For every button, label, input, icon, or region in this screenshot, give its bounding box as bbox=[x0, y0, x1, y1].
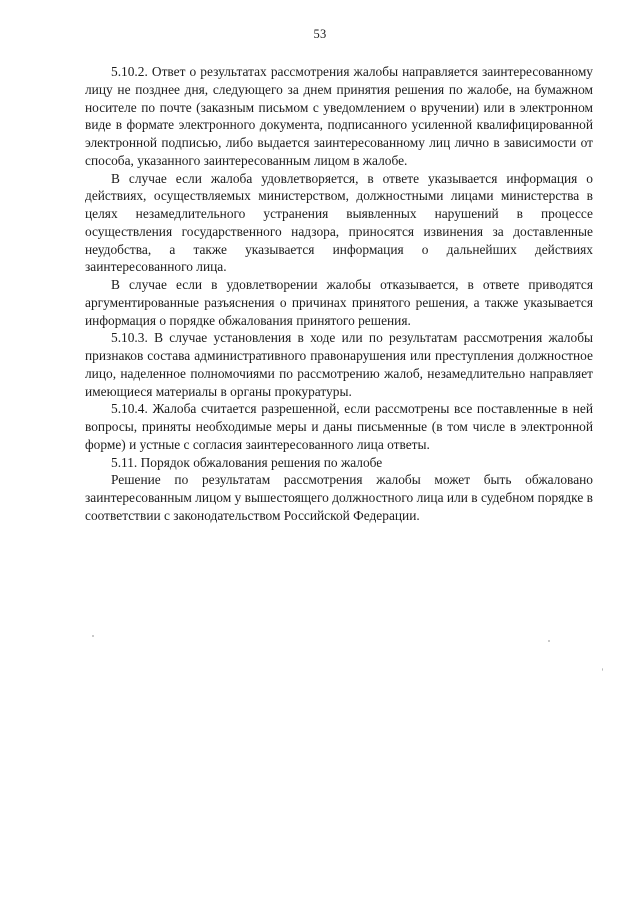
paragraph-complaint-refused: В случае если в удовлетворении жалобы отказывается, в ответе приводятся аргументированные разъяснения о причинах принятого решения, а также указывается информация о порядке обжалования принятого решения. bbox=[85, 277, 593, 328]
paragraph-5-10-2: 5.10.2. Ответ о результатах рассмотрения жалобы направляется заинтересованному лицу не позднее дня, следующего за днем принятия решения по жалобе, на бумажном носителе по почте (заказным письмом с уведомлением о вручении) или в электронном виде в формате электронного документа, подписанного усиленной квалифицированной электронной подписью, либо выдается заинтересованному лиц лично в зависимости от способа, указанного заинтересованным лицом в жалобе. bbox=[85, 64, 593, 168]
section-heading-5-11: 5.11. Порядок обжалования решения по жалобе bbox=[111, 454, 383, 470]
paragraph-complaint-satisfied: В случае если жалоба удовлетворяется, в ответе указывается информация о действиях, осуществляемых министерством, должностными лицами министерства в целях незамедлительного устранения выявленных нарушений в процессе осуществления государственного надзора, приносятся извинения за доставленные неудобства, а также указывается информация о дальнейших действиях заинтересованного лица. bbox=[85, 170, 593, 275]
page-number: 53 bbox=[313, 27, 327, 41]
paragraph-5-10-4: 5.10.4. Жалоба считается разрешенной, если рассмотрены все поставленные в ней вопросы, приняты необходимые меры и даны письменные (в том числе в электронной форме) и устные с согласия заинтересованного лица ответы. bbox=[85, 401, 593, 452]
paragraph-5-10-3: 5.10.3. В случае установления в ходе или по результатам рассмотрения жалобы признаков состава административного правонарушения или преступления должностное лицо, наделенное полномочиями по рассмотрению жалоб, незамедлительно направляет имеющиеся материалы в органы прокуратуры. bbox=[85, 330, 593, 399]
paragraph-appeal-decision: Решение по результатам рассмотрения жалобы может быть обжаловано заинтересованным лицом у вышестоящего должностного лица или в судебном порядке в соответствии с законодательством Российской Федерации. bbox=[85, 472, 593, 523]
document-body bbox=[85, 63, 593, 525]
